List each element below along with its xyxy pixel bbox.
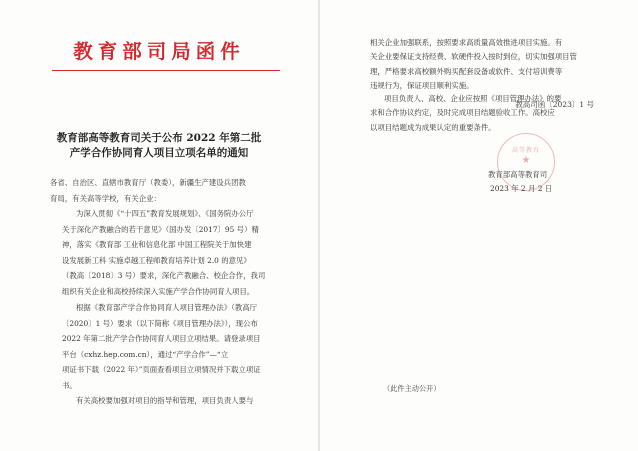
paragraph-line: 以项目结题成为成果认定的重要条件。 bbox=[370, 122, 496, 132]
right-paragraph-1 bbox=[370, 36, 610, 94]
paragraph-line: 有关高校要加强对项目的指导和管理，项目负责人要与 bbox=[76, 396, 254, 405]
notice-title bbox=[0, 131, 318, 161]
addressee-line: 育局，有关高等学校，有关企业： bbox=[50, 193, 161, 203]
paragraph-line: 为深入贯彻《“十四五”教育发展规划》、《国务院办公厅 bbox=[76, 209, 254, 218]
paragraph-line: 设发展新工科 实施卓越工程师教育培养计划 2.0 的意见》 bbox=[62, 255, 251, 265]
paragraph-line: 项目负责人、高校、企业应按照《项目管理办法》的要 bbox=[384, 94, 562, 103]
signature-date: 2023 年 2 月 2 日 bbox=[490, 184, 553, 193]
paragraph-line: 组织有关企业和高校持续深入实施产学合作协同育人项目。 bbox=[62, 286, 255, 296]
paragraph-line: 神，落实《教育部 工业和信息化部 中国工程院关于加快建 bbox=[62, 240, 252, 250]
addressee-line: 各省、自治区、直辖市教育厅（教委），新疆生产建设兵团教 bbox=[50, 178, 246, 187]
paragraph-line: 相关企业加强联系，按照要求高质量高效推进项目实施。有 bbox=[370, 38, 563, 47]
body-paragraph-1 bbox=[62, 206, 292, 300]
paragraph-line: 违规行为，保证项目顺利实施。 bbox=[370, 81, 474, 91]
letterhead-divider bbox=[52, 70, 280, 71]
public-disclosure-note: （此件主动公开） bbox=[383, 384, 441, 393]
paragraph-line: 2022 年第二批产学合作协同育人项目立项结果。请登录项目 bbox=[62, 334, 261, 344]
body-paragraph-2 bbox=[62, 300, 292, 394]
letterhead-title: 教育部司局函件 bbox=[73, 40, 245, 63]
paragraph-line: 理，严格要求高校额外购买配套设备或软件、支付培训费等 bbox=[370, 66, 563, 76]
title-line: 产学合作协同育人项目立项名单的通知 bbox=[69, 147, 249, 159]
signature-block bbox=[488, 168, 618, 196]
right-paragraph-2 bbox=[370, 92, 610, 135]
paragraph-line: 书。 bbox=[62, 380, 77, 390]
paragraph-line: 〔2020〕1 号）要求（以下简称《项目管理办法》），现公布 bbox=[62, 318, 258, 328]
paragraph-line: （教高〔2018〕3 号）要求，深化产教融合、校企合作，我司 bbox=[62, 271, 266, 281]
paragraph-line: 关于深化产教融合的若干意见》（国办发〔2017〕95 号）精 bbox=[62, 224, 259, 234]
paragraph-line: 求和合作协议约定，及时完成项目结题验收工作。高校应 bbox=[370, 108, 555, 118]
seal-star-icon: ★ bbox=[521, 155, 531, 166]
paragraph-line: 项证书下载（2022 年）”页面查看项目立项情况并下载立项证 bbox=[62, 365, 261, 375]
seal-text: 高等教育 bbox=[511, 147, 540, 154]
paragraph-line: 平台（cxhz.hep.com.cn），通过“产学合作”—“立 bbox=[62, 349, 229, 359]
document-number: 教高司函〔2023〕1 号 bbox=[515, 100, 594, 109]
signature-org: 教育部高等教育司 bbox=[488, 170, 548, 179]
paragraph-line: 关企业要保证支持经费、软硬件投入按时到位，切实加强项目管 bbox=[370, 52, 577, 62]
title-line: 教育部高等教育司关于公布 2022 年第二批 bbox=[56, 132, 262, 144]
addressee bbox=[50, 175, 292, 206]
body-paragraph-3 bbox=[62, 393, 292, 409]
paragraph-line: 根据《教育部产学合作协同育人项目管理办法》（教高厅 bbox=[76, 303, 258, 312]
